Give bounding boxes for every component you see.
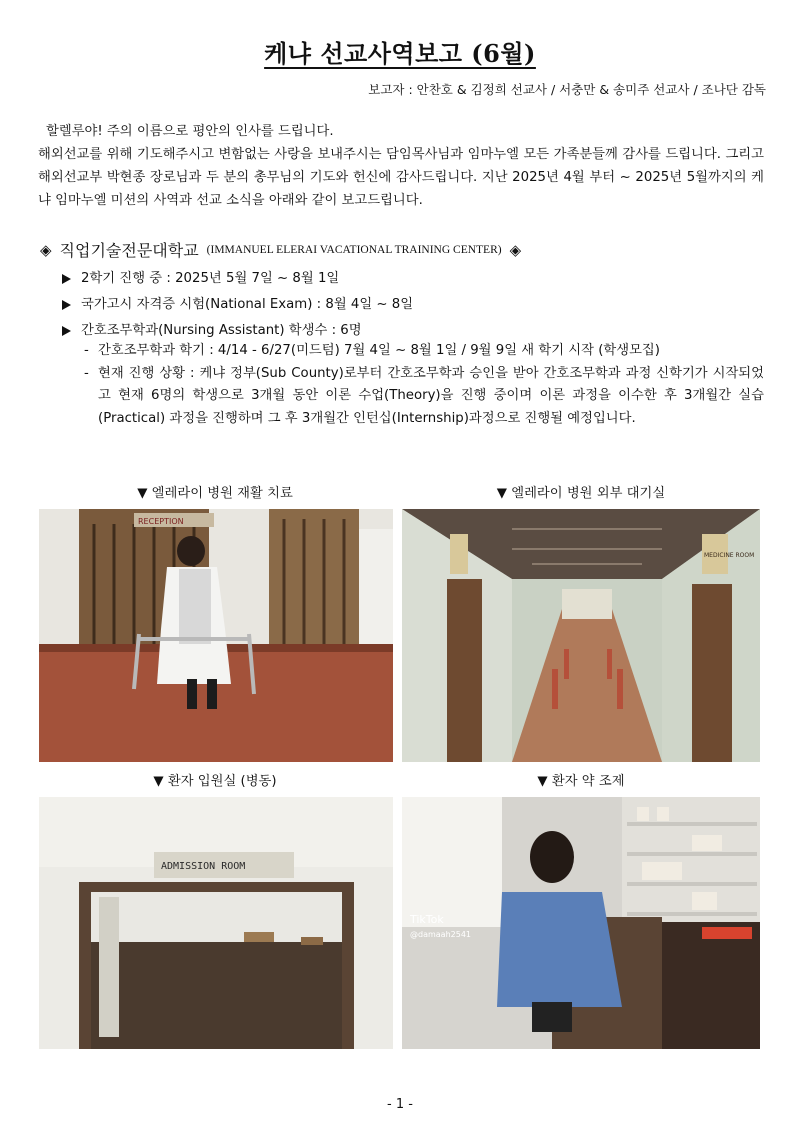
intro-text [38,120,764,212]
list-item [62,266,772,292]
photo-caption: ▼ 환자 입원실 (병동) [153,774,277,789]
detail-text: 간호조무학과 학기 : 4/14 - 6/27(미드텀) 7월 4일 ~ 8월 1일 / 9월 9일 새 학기 시작 (학생모집) [98,343,660,358]
reception-sign: RECEPTION [138,517,184,526]
triangle-bullet-icon [62,300,71,310]
intro-greeting: 할렐루야! 주의 이름으로 평안의 인사를 드립니다. [46,124,334,139]
photo-admission-room [39,797,393,1049]
section-title: 직업기술전문대학교 [59,241,199,260]
list-item: - 간호조무학과 학기 : 4/14 - 6/27(미드텀) 7월 4일 ~ 8월 1일 / 9월 9일 새 학기 시작 (학생모집) [84,340,764,363]
detail-list [84,340,764,430]
admission-room-sign: ADMISSION ROOM [161,861,246,872]
detail-text: 현재 진행 상황 : 케냐 정부(Sub County)로부터 간호조무학과 승인을 받아 간호조무학과 과정 신학기가 시작되었고 현재 6명의 학생으로 3개월 동안 이론 수업(Theory)을 진행 중이며 이론 과정을 이수한 후 3개월간 실습(Practical) 과정을 진행하며 그 후 3개월간 인턴십(Internship)과정으로 진행될 예정입니다. [98,365,764,426]
photo-caption: ▼ 엘레라이 병원 재활 치료 [137,486,293,501]
page-title: 케냐 선교사역보고 (6월) [264,39,536,68]
bullet-text: 간호조무학과(Nursing Assistant) 학생수 : 6명 [81,323,362,338]
photo-caption: ▼ 환자 약 조제 [537,774,625,789]
intro-body: 해외선교를 위해 기도해주시고 변함없는 사랑을 보내주시는 담임목사님과 임마누엘 모든 가족분들께 감사를 드립니다. 그리고 해외선교부 박현종 장로님과 두 분의 총무님의 기도와 헌신에 감사드립니다. 지난 2025년 4월 부터 ~ 2025년 5월까지의 케냐 임마누엘 미션의 사역과 선교 소식을 아래와 같이 보고드립니다. [38,147,764,208]
bullet-text: 2학기 진행 중 : 2025년 5월 7일 ~ 8월 1일 [81,271,340,286]
tiktok-watermark: TikTok [410,913,444,926]
bullet-list [62,266,772,344]
page-number: - 1 - [387,1097,413,1112]
photo-rehab-treatment [39,509,393,762]
tiktok-handle: @damaah2541 [410,930,472,939]
diamond-icon: ◈ [40,240,52,259]
section-subtitle: (IMMANUEL ELERAI VACATIONAL TRAINING CENTER) [206,243,502,256]
reporter-line: 보고자 : 안찬호 & 김정희 선교사 / 서충만 & 송미주 선교사 / 조나단 감독 [368,82,766,97]
photo-waiting-corridor [402,509,760,762]
list-item [62,292,772,318]
triangle-bullet-icon [62,326,71,336]
bullet-text: 국가고시 자격증 시험(National Exam) : 8월 4일 ~ 8일 [81,297,414,312]
photo-medicine-dispensing [402,797,760,1049]
section-heading [40,238,521,261]
diamond-icon: ◈ [509,240,522,259]
photo-caption: ▼ 엘레라이 병원 외부 대기실 [496,486,666,501]
list-item: - 현재 진행 상황 : 케냐 정부(Sub County)로부터 간호조무학과 승인을 받아 간호조무학과 과정 신학기가 시작되었고 현재 6명의 학생으로 3개월 동안 이론 수업(Theory)을 진행 중이며 이론 과정을 이수한 후 3개월간 실습(Practical) 과정을 진행하며 그 후 3개월간 인턴십(Internship)과정으로 진행될 예정입니다. [84,363,764,431]
triangle-bullet-icon [62,274,71,284]
medicine-room-sign: MEDICINE ROOM [704,552,755,559]
